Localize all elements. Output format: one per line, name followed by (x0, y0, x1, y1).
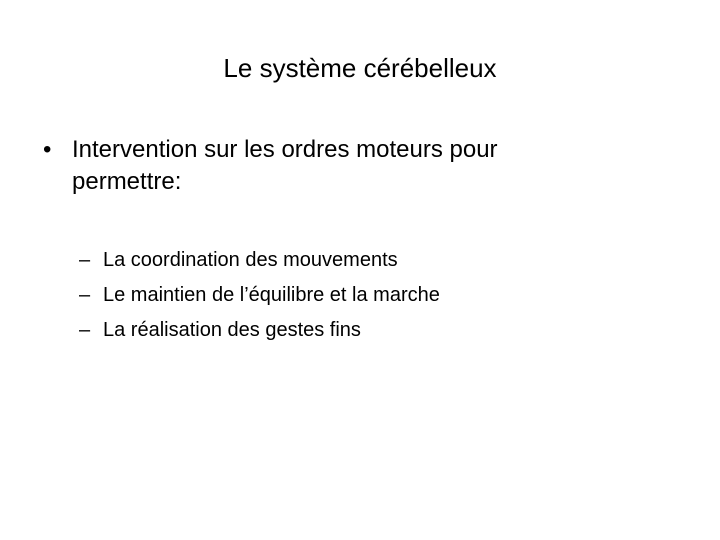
dash-icon: – (79, 249, 91, 271)
sub-bullet-item (79, 278, 639, 313)
sub-bullet-list (79, 243, 639, 348)
sub-bullet-text: Le maintien de l’équilibre et la marche (103, 284, 440, 306)
sub-bullet-text: La coordination des mouvements (103, 249, 398, 271)
sub-bullet-text: La réalisation des gestes fins (103, 319, 361, 341)
bullet-dot-icon: • (43, 136, 52, 163)
sub-bullet-item (79, 313, 639, 348)
main-bullet (43, 134, 623, 198)
dash-icon: – (79, 319, 91, 341)
slide-title: Le système cérébelleux (223, 53, 497, 83)
main-bullet-text: Intervention sur les ordres moteurs pour permettre: (72, 136, 498, 195)
dash-icon: – (79, 284, 91, 306)
sub-bullet-item (79, 243, 639, 278)
